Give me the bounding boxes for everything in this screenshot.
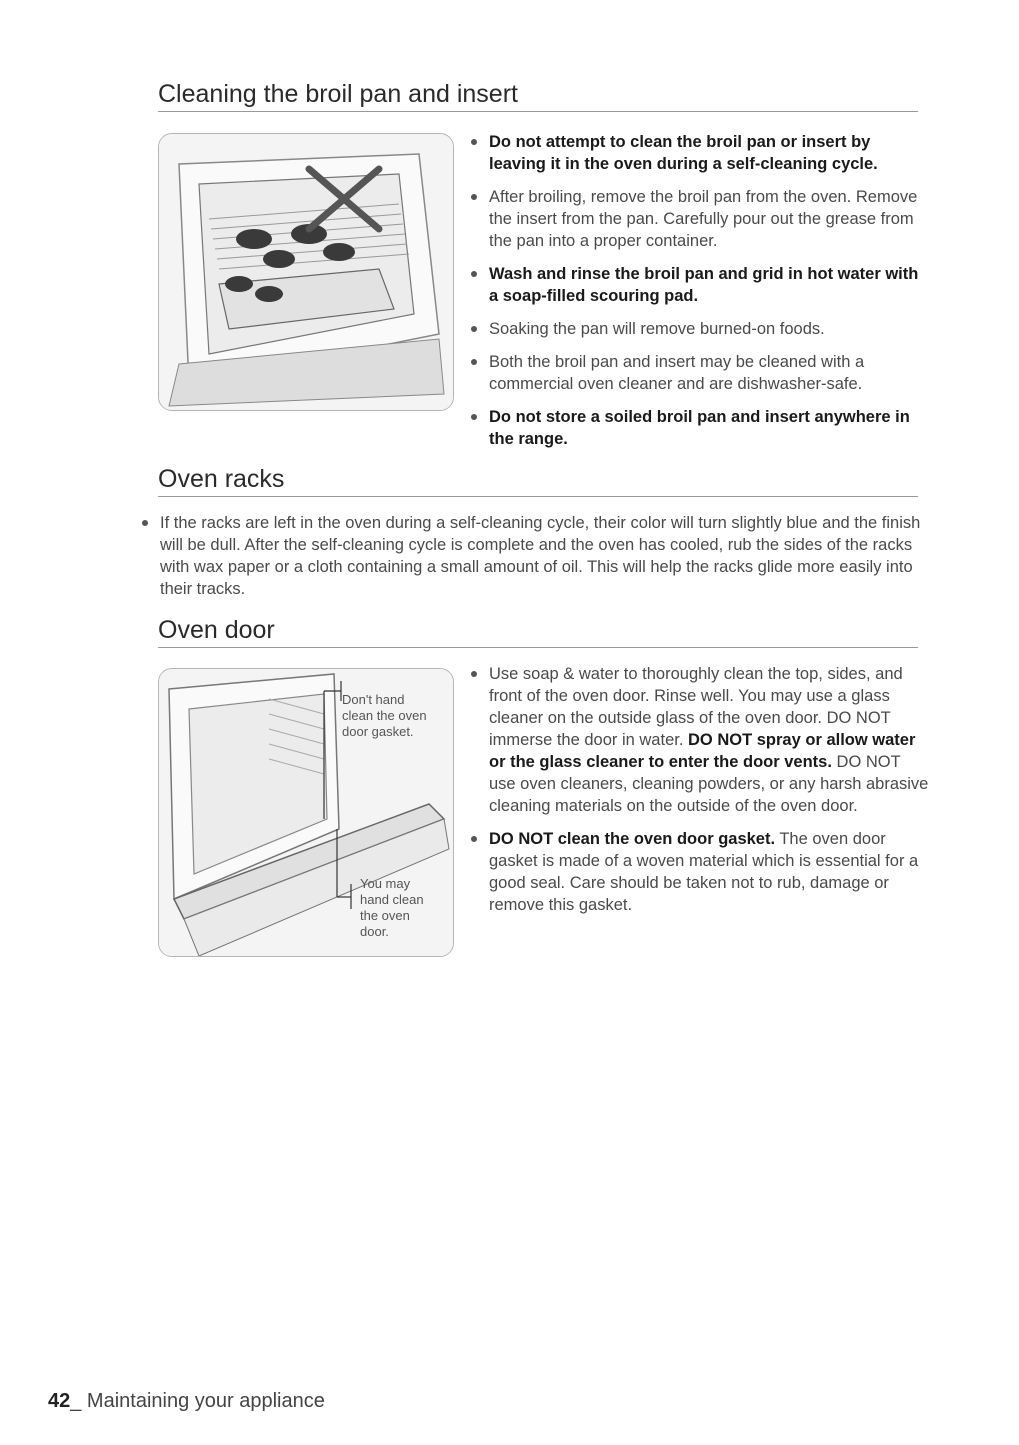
door-item1-text: Use soap & water to thoroughly clean the top, sides, and front of the oven door. Rinse well. You may use a glass cleaner on the outside glass of the oven door. DO NOT immerse the door in water. [489,665,903,749]
list-item: Soaking the pan will remove burned-on foods. [469,318,929,340]
door-item2-text: The oven door gasket is made of a woven material which is essential for a good seal. Care should be taken not to rub, damage or remove this gasket. [489,830,919,914]
callout-gasket: Don't hand clean the oven door gasket. [342,692,427,739]
door-item1-bold: DO NOT spray or allow water or the glass cleaner to enter the door vents. [489,731,916,771]
page-footer [48,1390,325,1413]
list-item: After broiling, remove the broil pan from the oven. Remove the insert from the pan. Carefully pour out the grease from the pan into a proper container. [469,186,929,252]
callout-door: You may hand clean the oven door. [360,876,424,939]
broil-pan-illustration [158,133,454,411]
section-title-door: Oven door [158,616,918,648]
door-bullet-list [469,663,929,927]
list-item [469,828,929,916]
page-number: 42 [48,1390,71,1412]
oven-broil-drawing [159,134,453,410]
list-item: Do not store a soiled broil pan and insert anywhere in the range. [469,406,929,450]
broil-bullet-list [469,131,929,461]
racks-bullet-list [140,512,930,611]
list-item: Wash and rinse the broil pan and grid in hot water with a soap-filled scouring pad. [469,263,929,307]
list-item: Both the broil pan and insert may be cleaned with a commercial oven cleaner and are dishwasher-safe. [469,351,929,395]
door-item2-bold: DO NOT clean the oven door gasket. [489,830,776,848]
list-item: Do not attempt to clean the broil pan or insert by leaving it in the oven during a self-cleaning cycle. [469,131,929,175]
section-title-racks: Oven racks [158,465,918,497]
footer-text: _ Maintaining your appliance [70,1390,325,1412]
section-title-broil: Cleaning the broil pan and insert [158,80,918,112]
list-item [469,663,929,817]
door-item1-text2: DO NOT use oven cleaners, cleaning powders, or any harsh abrasive cleaning materials on the outside of the oven door. [489,753,929,815]
list-item: If the racks are left in the oven during a self-cleaning cycle, their color will turn slightly blue and the finish will be dull. After the self-cleaning cycle is complete and the oven has cooled, rub the sides of the racks with wax paper or a cloth containing a small amount of oil. This will help the racks glide more easily into their tracks. [140,512,930,600]
